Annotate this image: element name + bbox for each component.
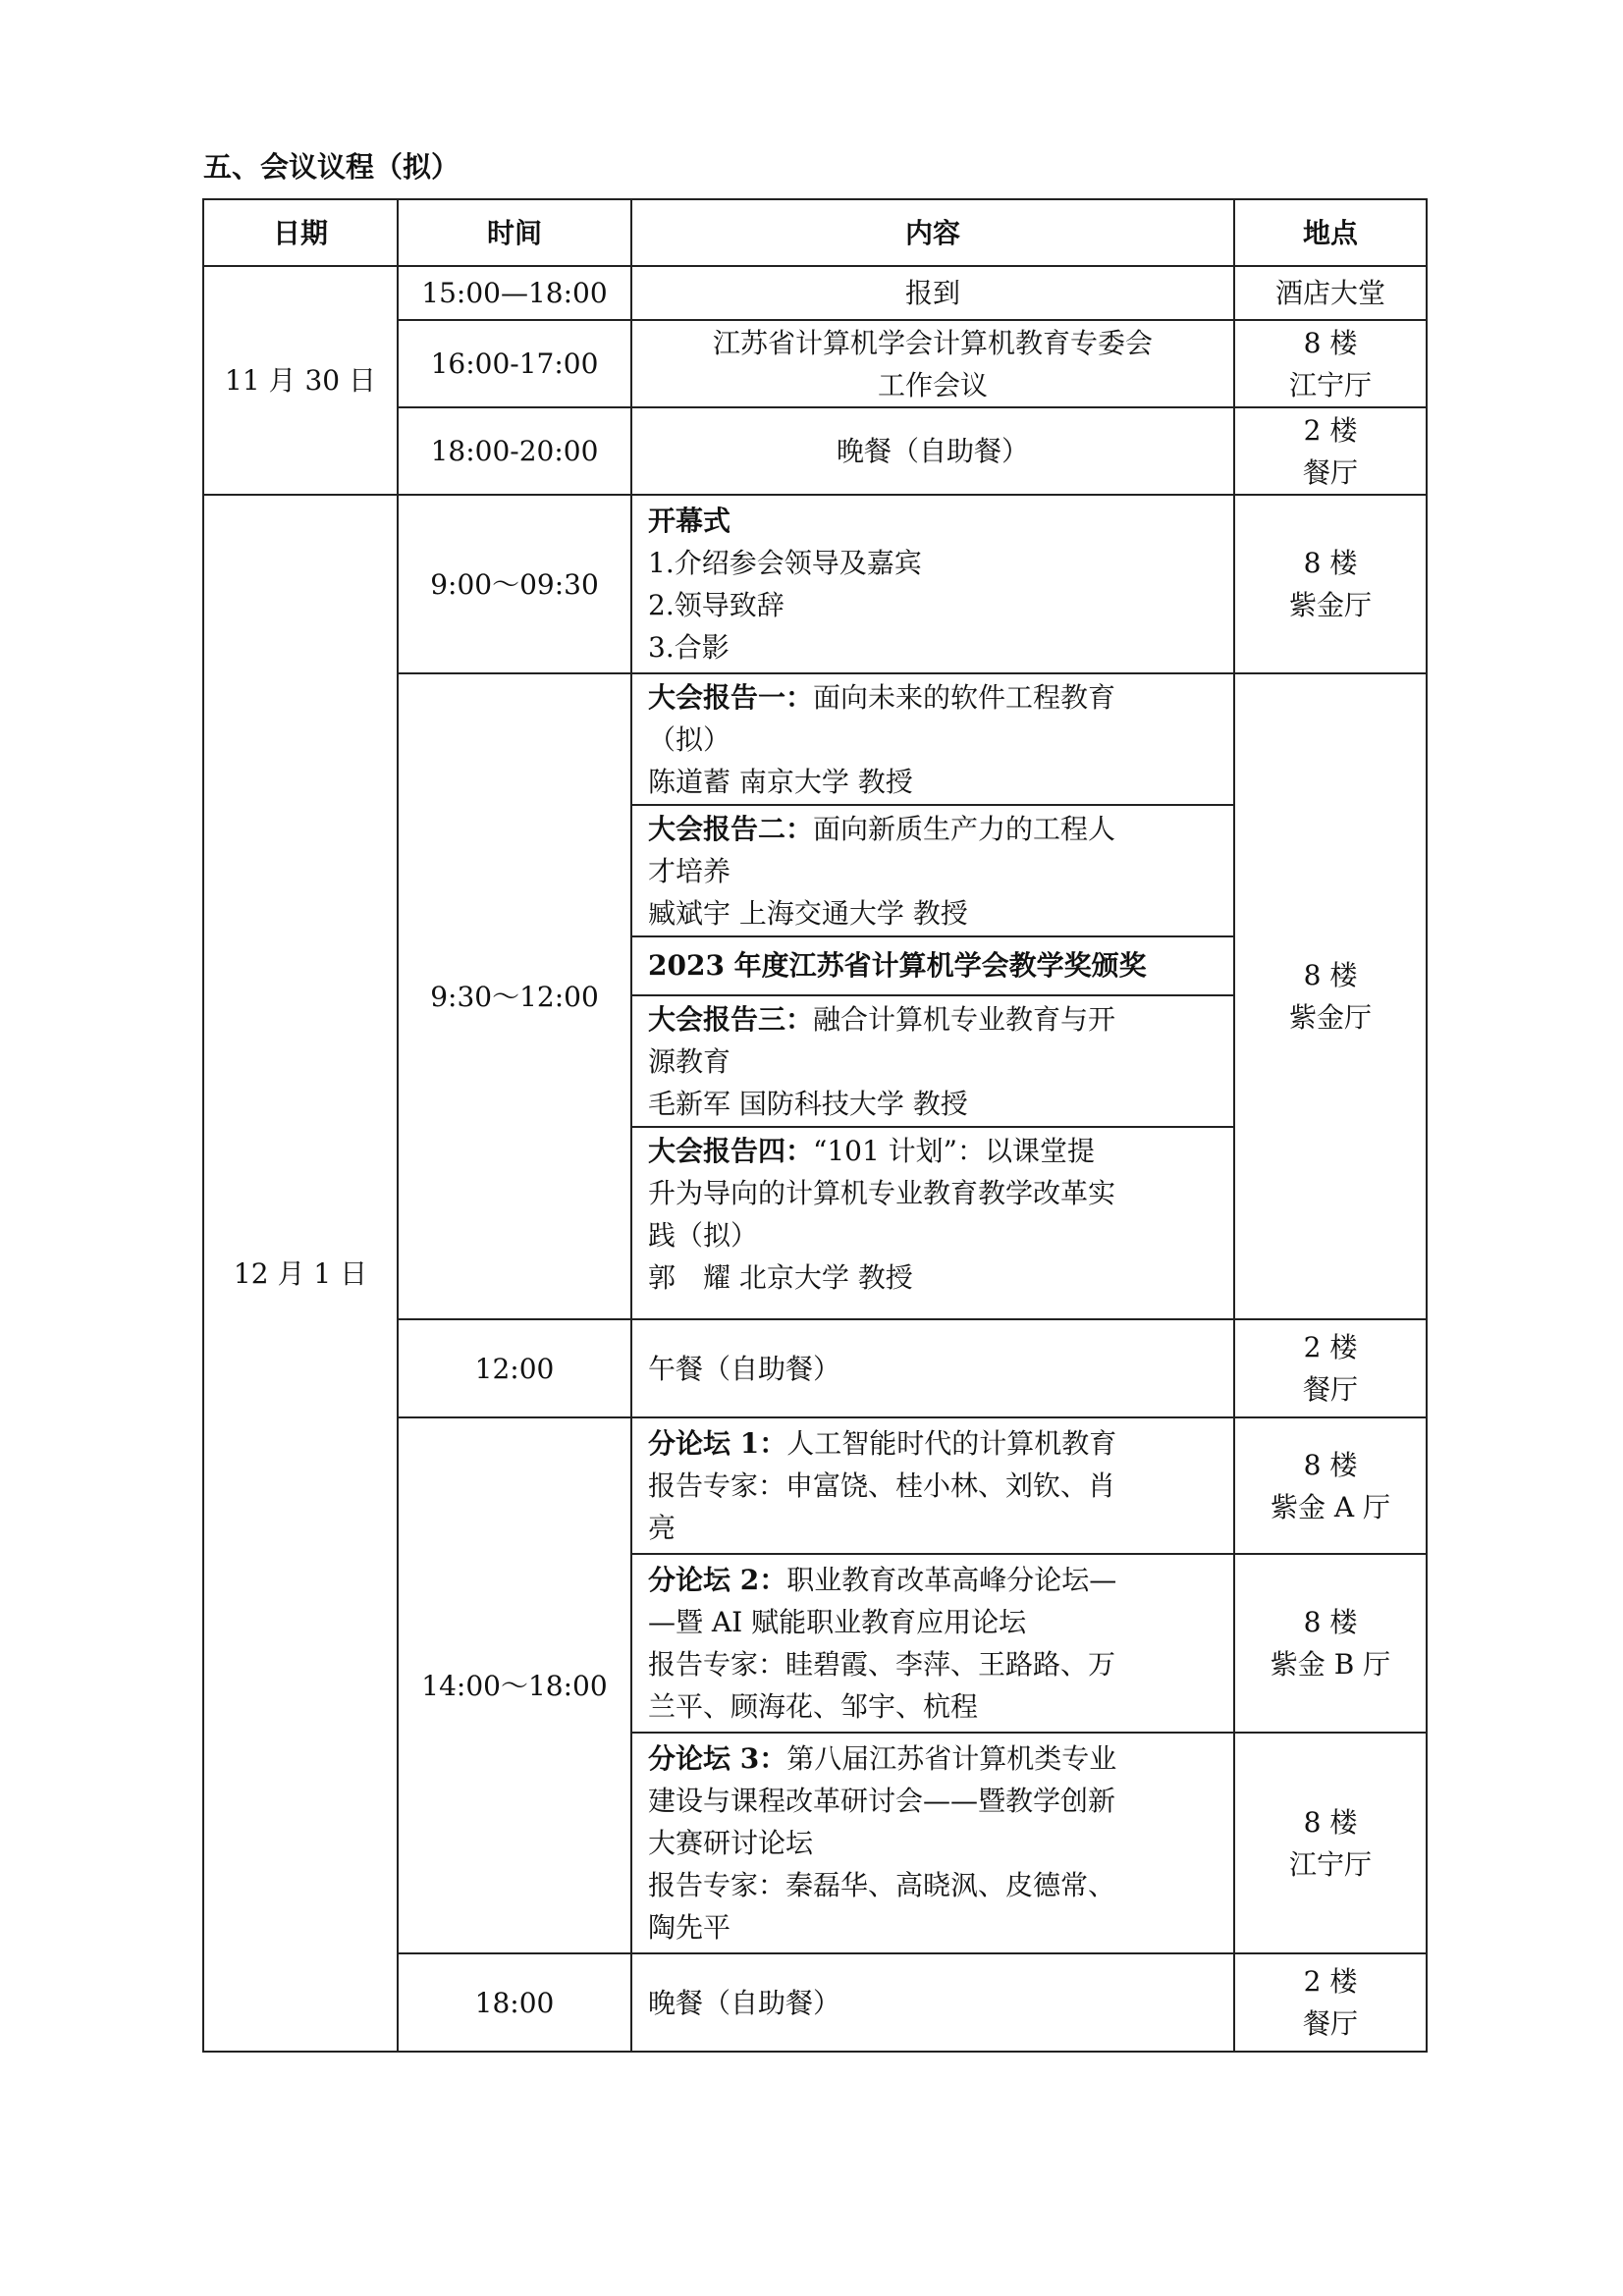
place-cell (1234, 673, 1427, 1319)
place-room: 餐厅 (1302, 2007, 1358, 2040)
report-title-cont: 才培养 (648, 855, 731, 887)
report-speaker: 臧斌宇 上海交通大学 教授 (648, 897, 968, 930)
report-speaker: 陈道蓄 南京大学 教授 (648, 766, 913, 798)
place-floor: 2 楼 (1303, 1965, 1358, 1998)
place-cell (1234, 1733, 1427, 1953)
header-content: 内容 (631, 199, 1234, 266)
place-floor: 2 楼 (1303, 1331, 1358, 1363)
forum-experts-cont: 陶先平 (648, 1911, 731, 1944)
content-cell: 晚餐（自助餐） (631, 407, 1234, 495)
header-date: 日期 (203, 199, 398, 266)
report-label: 大会报告四： (648, 1135, 814, 1167)
content-cell (631, 1554, 1234, 1733)
forum-experts: 报告专家：申富饶、桂小林、刘钦、肖 (648, 1469, 1116, 1502)
date-cell: 12 月 1 日 (203, 495, 398, 2052)
place-cell: 酒店大堂 (1234, 266, 1427, 320)
place-floor: 8 楼 (1303, 326, 1358, 359)
forum-experts-cont: 兰平、顾海花、邹宇、杭程 (648, 1690, 979, 1723)
place-room: 紫金厅 (1288, 589, 1372, 621)
time-cell: 9:30～12:00 (398, 673, 631, 1319)
place-floor: 8 楼 (1303, 547, 1358, 579)
content-cell (631, 1953, 1234, 2052)
report-label: 大会报告一： (648, 681, 814, 714)
list-item: 2.领导致辞 (648, 589, 784, 621)
list-item: 3.合影 (648, 631, 730, 664)
award-ceremony: 2023 年度江苏省计算机学会教学奖颁奖 (632, 937, 1233, 996)
content-line: 江苏省计算机学会计算机教育专委会 (712, 326, 1153, 359)
report-title-cont: 源教育 (648, 1045, 731, 1078)
report-speaker: 毛新军 国防科技大学 教授 (648, 1088, 968, 1120)
content-line: 工作会议 (877, 368, 988, 401)
report-title: 融合计算机专业教育与开 (813, 1003, 1116, 1036)
time-cell: 14:00～18:00 (398, 1417, 631, 1953)
forum-title-cont: 建设与课程改革研讨会——暨教学创新 (648, 1785, 1116, 1817)
report-label: 大会报告三： (648, 1003, 814, 1036)
forum-title-cont: —暨 AI 赋能职业教育应用论坛 (648, 1606, 1027, 1638)
time-cell: 16:00-17:00 (398, 320, 631, 407)
report-speaker: 郭 耀 北京大学 教授 (648, 1261, 913, 1294)
place-cell (1234, 320, 1427, 407)
header-place: 地点 (1234, 199, 1427, 266)
dinner-label: 晚餐（自助餐） (648, 1986, 841, 2019)
place-room: 江宁厅 (1288, 1847, 1372, 1881)
report-title-cont: （拟） (648, 723, 731, 756)
content-cell (631, 673, 1234, 1319)
forum-title: 职业教育改革高峰分论坛— (786, 1564, 1117, 1596)
place-cell (1234, 407, 1427, 495)
time-cell: 9:00～09:30 (398, 495, 631, 673)
place-room: 紫金 A 厅 (1270, 1490, 1391, 1523)
time-cell: 18:00 (398, 1953, 631, 2052)
forum-label: 分论坛 3： (648, 1742, 787, 1775)
report-title: 面向未来的软件工程教育 (813, 681, 1116, 714)
opening-title: 开幕式 (648, 505, 731, 537)
report-block (632, 674, 1233, 806)
content-cell (631, 320, 1234, 407)
list-item: 1.介绍参会领导及嘉宾 (648, 547, 922, 579)
forum-label: 分论坛 2： (648, 1564, 787, 1596)
forum-title: 人工智能时代的计算机教育 (786, 1427, 1117, 1460)
place-cell (1234, 1554, 1427, 1733)
content-cell (631, 1417, 1234, 1554)
section-heading: 五、会议议程（拟） (203, 150, 460, 184)
place-floor: 8 楼 (1303, 1606, 1358, 1638)
time-cell: 15:00—18:00 (398, 266, 631, 320)
time-cell: 12:00 (398, 1319, 631, 1417)
agenda-table (202, 198, 1428, 2053)
place-cell (1234, 1953, 1427, 2052)
place-floor: 8 楼 (1303, 959, 1358, 991)
forum-experts-cont: 亮 (648, 1512, 676, 1544)
report-block (632, 1128, 1233, 1303)
forum-experts: 报告专家：秦磊华、高晓沨、皮德常、 (648, 1869, 1116, 1901)
place-room: 江宁厅 (1288, 368, 1372, 401)
place-room: 紫金厅 (1288, 1001, 1372, 1034)
report-block (632, 806, 1233, 937)
forum-label: 分论坛 1： (648, 1427, 787, 1460)
lunch-label: 午餐（自助餐） (648, 1352, 841, 1385)
date-cell: 11 月 30 日 (203, 266, 398, 495)
report-title: 面向新质生产力的工程人 (813, 813, 1116, 845)
content-cell (631, 495, 1234, 673)
place-floor: 8 楼 (1303, 1805, 1358, 1839)
report-block (632, 996, 1233, 1128)
report-title-cont: 升为导向的计算机专业教育教学改革实 (648, 1177, 1116, 1209)
place-room: 餐厅 (1302, 455, 1358, 489)
content-cell (631, 1733, 1234, 1953)
place-room: 紫金 B 厅 (1270, 1648, 1391, 1681)
table-row (203, 495, 1427, 673)
place-room: 餐厅 (1302, 1373, 1358, 1406)
report-label: 大会报告二： (648, 813, 814, 845)
report-title: “101 计划”：以课堂提 (813, 1135, 1095, 1167)
content-cell: 报到 (631, 266, 1234, 320)
forum-title: 第八届江苏省计算机类专业 (786, 1742, 1117, 1775)
place-floor: 8 楼 (1303, 1448, 1358, 1481)
header-row (203, 199, 1427, 266)
time-cell: 18:00-20:00 (398, 407, 631, 495)
table-row (203, 266, 1427, 320)
forum-experts: 报告专家：眭碧霞、李萍、王路路、万 (648, 1648, 1116, 1681)
content-cell (631, 1319, 1234, 1417)
report-title-cont: 践（拟） (648, 1219, 759, 1252)
place-floor: 2 楼 (1303, 413, 1358, 447)
place-cell (1234, 495, 1427, 673)
forum-title-cont: 大赛研讨论坛 (648, 1827, 814, 1859)
place-cell (1234, 1417, 1427, 1554)
place-cell (1234, 1319, 1427, 1417)
header-time: 时间 (398, 199, 631, 266)
